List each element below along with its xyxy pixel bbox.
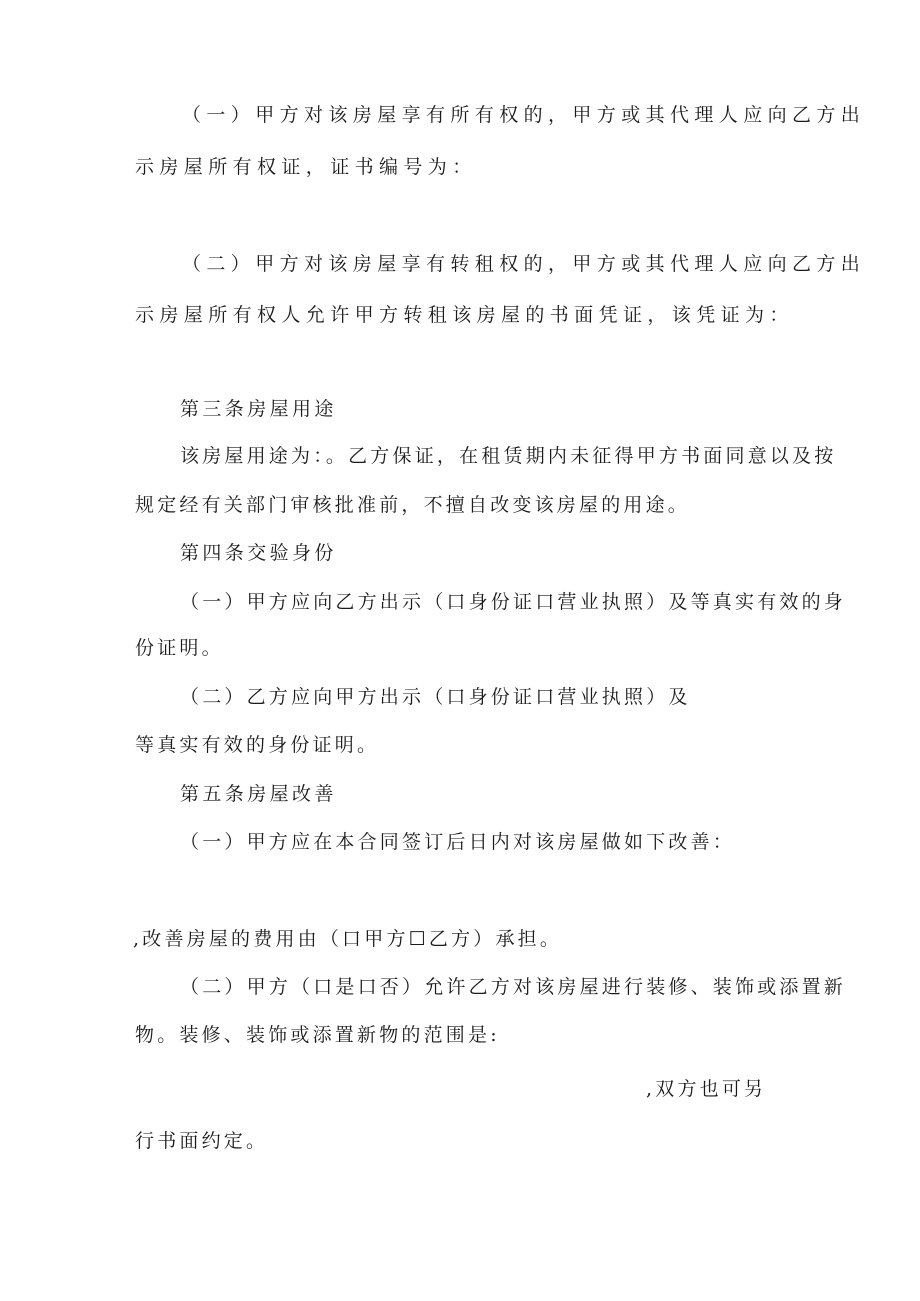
article-3-line-2: 规定经有关部门审核批准前，不擅自改变该房屋的用途。 [135,494,691,516]
article-4-clause-1-line-2: 份证明。 [135,637,224,659]
paragraph-ownership-line-2: 示房屋所有权证，证书编号为： [135,156,477,178]
article-4-clause-2-line-2: 等真实有效的身份证明。 [135,734,380,756]
article-5-clause-2-line-2: 物。装修、装饰或添置新物的范围是: [135,1024,500,1046]
article-5-clause-2-line-1: （二）甲方（口是口否）允许乙方对该房屋进行装修、装饰或添置新 [180,976,847,998]
paragraph-ownership-line-1: （一）甲方对该房屋享有所有权的，甲方或其代理人应向乙方出 [182,104,866,126]
article-5-heading: 第五条房屋改善 [180,783,337,805]
article-5-clause-2-line-3: ,双方也可另 [646,1078,767,1100]
article-5-clause-1-line-2: ,改善房屋的费用由（口甲方☐乙方）承担。 [133,928,563,950]
article-5-clause-2-line-4: 行书面约定。 [135,1130,269,1152]
paragraph-sublease-line-2: 示房屋所有权人允许甲方转租该房屋的书面凭证，该凭证为： [135,304,794,326]
article-5-clause-1-line-1: （一）甲方应在本合同签订后日内对该房屋做如下改善： [180,831,736,853]
article-4-heading: 第四条交验身份 [180,542,337,564]
article-3-heading: 第三条房屋用途 [180,398,337,420]
article-3-line-1: 该房屋用途为：。乙方保证，在租赁期内未征得甲方书面同意以及按 [180,445,837,467]
article-4-clause-1-line-1: （一）甲方应向乙方出示（口身份证口营业执照）及等真实有效的身 [180,591,847,613]
paragraph-sublease-line-1: （二）甲方对该房屋享有转租权的，甲方或其代理人应向乙方出 [182,253,866,275]
article-4-clause-2-line-1: （二）乙方应向甲方出示（口身份证口营业执照）及 [180,686,691,708]
